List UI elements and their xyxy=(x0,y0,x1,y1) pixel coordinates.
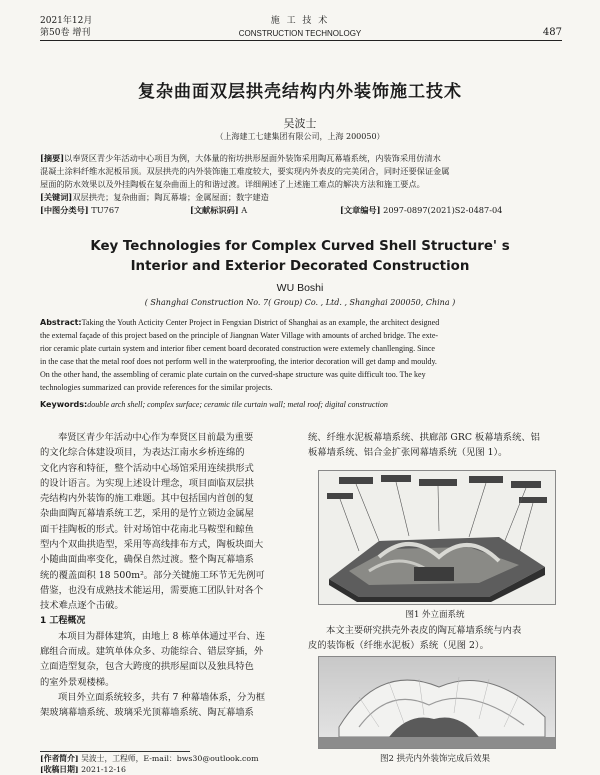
body-line: 壳结构内外装饰的施工难题。其中包括国内首创的复 xyxy=(40,493,254,505)
abstract-cn xyxy=(40,152,562,217)
body-line: 项目外立面系统较多，共有 7 种幕墙体系，分为框 xyxy=(58,692,266,704)
right-column-top xyxy=(308,430,562,461)
body-line: 架玻璃幕墙系统、玻璃采光顶幕墙系统、陶瓦幕墙系 xyxy=(40,707,254,719)
doc-value: A xyxy=(241,205,248,215)
abstract-cn-label: [摘要] xyxy=(40,153,65,163)
body-line: 廊组合而成。建筑单体众多、功能综合、错层穿插，外 xyxy=(40,646,264,658)
id-value: 2097-0897(2021)S2-0487-04 xyxy=(383,205,503,215)
header-rule xyxy=(40,40,562,41)
left-column xyxy=(40,430,292,721)
body-line: 奉贤区青少年活动中心作为奉贤区目前最为重要 xyxy=(58,432,254,443)
classification-row xyxy=(40,204,562,217)
footnote-author-text: 吴波士，工程师，E-mail：bws30@outlook.com xyxy=(81,754,259,763)
body-line: 板幕墙系统、铝合金扩张网幕墙系统（见图 1）。 xyxy=(308,447,508,459)
title-cn: 复杂曲面双层拱壳结构内外装饰施工技术 xyxy=(138,82,462,102)
keywords-en-label: Keywords: xyxy=(40,400,88,409)
abstract-en-label: Abstract: xyxy=(40,318,82,327)
body-line: 立面造型复杂，包含大跨度的拱形屋面以及独具特色 xyxy=(40,661,254,673)
body-line: 借鉴，也没有成熟技术能运用，需要施工团队针对各个 xyxy=(40,584,264,596)
title-en xyxy=(0,237,600,277)
affiliation-cn: （上海建工七建集团有限公司，上海 200050） xyxy=(215,132,385,141)
abstract-cn-line: 屋面的防水效果以及外挂陶板在复杂曲面上的和谐过渡。详细阐述了上述施工难点的解决方法和施工要点。 xyxy=(40,179,425,189)
figure-shell-photo xyxy=(318,656,556,749)
figure-1-caption: 图1 外立面系统 xyxy=(405,610,465,620)
body-line: 本文主要研究拱壳外表皮的陶瓦幕墙系统与内表 xyxy=(326,625,522,636)
header-journal-en: CONSTRUCTION TECHNOLOGY xyxy=(238,29,362,38)
keywords-cn: 双层拱壳；复杂曲面；陶瓦幕墙；金属屋面；数字建造 xyxy=(72,192,269,202)
abstract-cn-line: 混凝土涂料纤维水泥板吊顶。双层拱壳的内外装饰施工难度较大，要实现内外表皮的完美闭合，同时还要保证金属 xyxy=(40,166,450,176)
facade-diagram xyxy=(319,471,555,604)
abstract-en-line: On the other hand, the assembling of ceramic plate curtain on the curved-shape structure was quite difficult too. The key xyxy=(40,370,426,379)
section-heading: 1 工程概况 xyxy=(40,615,86,626)
header-volume: 第50卷 增刊 xyxy=(40,28,91,38)
clc-label: [中图分类号] xyxy=(40,205,89,215)
author-en: WU Boshi xyxy=(276,282,324,294)
footnote-author-label: [作者简介] xyxy=(40,754,79,763)
body-line: 文化内容和特征，整个活动中心场馆采用连续拱形式 xyxy=(40,462,254,474)
body-line: 技术难点逐个击破。 xyxy=(40,600,124,612)
page-number: 487 xyxy=(542,27,562,38)
abstract-en-line: rior ceramic plate curtain system and interior fiber cement board decorated construction were extemely chanllenging. Since xyxy=(40,344,435,353)
body-line: 的设计语言。为实现上述设计理念，项目面临双层拱 xyxy=(40,477,254,489)
header-date: 2021年12月 xyxy=(40,16,93,26)
body-line: 的文化综合体建设项目，为表达江南水乡桥连绵的 xyxy=(40,447,245,459)
keywords-en: double arch shell; complex surface; ceramic tile curtain wall; metal roof; digital construction xyxy=(87,400,388,409)
abstract-cn-line: 以奉贤区青少年活动中心项目为例，大体量的衔坊拱形屋面外装饰采用陶瓦幕墙系统，内装饰采用仿清水 xyxy=(64,153,441,163)
author-cn: 吴波士 xyxy=(283,117,317,130)
footnote xyxy=(40,753,310,775)
abstract-en xyxy=(40,316,562,411)
body-line: 杂曲面陶瓦幕墙系统工艺，采用的是竹立锁边金属屋 xyxy=(40,508,254,520)
body-line: 的室外景观楼梯。 xyxy=(40,676,115,688)
title-en-line: Interior and Exterior Decorated Construction xyxy=(130,259,470,274)
footnote-rule xyxy=(40,751,190,752)
figure-2-caption: 图2 拱壳内外装饰完成后效果 xyxy=(379,754,491,764)
abstract-en-line: Taking the Youth Acticity Center Project in Fengxian District of Shanghai as an example, the architect designed xyxy=(81,318,440,327)
figure-facade-system xyxy=(318,470,556,605)
clc-value: TU767 xyxy=(91,205,120,215)
abstract-en-line: technologies summarized can provide references for the similar projects. xyxy=(40,383,273,392)
id-label: [文章编号] xyxy=(340,205,381,215)
body-line: 统、纤维水泥板幕墙系统、拱廊部 GRC 板幕墙系统、铝 xyxy=(308,432,540,443)
body-line: 本项目为群体建筑，由地上 8 栋单体通过平台、连 xyxy=(58,630,266,642)
affiliation-en: ( Shanghai Construction No. 7( Group) Co. , Ltd. , Shanghai 200050, China ) xyxy=(144,298,456,307)
doc-label: [文献标识码] xyxy=(190,205,239,215)
body-line: 面干挂陶板的形式。针对场馆中花南北马鞍型和鲸鱼 xyxy=(40,523,254,535)
footnote-date-text: 2021-12-16 xyxy=(81,765,127,774)
title-en-line: Key Technologies for Complex Curved Shell Structure' s xyxy=(90,239,510,254)
body-line: 小随曲面曲率变化，确保自然过渡。整个陶瓦幕墙系 xyxy=(40,554,254,566)
header-journal-cn: 施 工 技 术 xyxy=(270,16,330,26)
abstract-en-line: in the case that the metal roof does not perform well in the waterproofing, the interior decoration will get damp and mouldy. xyxy=(40,357,437,366)
body-line: 皮的装饰板（纤维水泥板）系统（见图 2）。 xyxy=(308,640,489,652)
footnote-date-label: [收稿日期] xyxy=(40,765,79,774)
right-column-mid xyxy=(308,623,562,654)
abstract-en-line: the external façade of this project based on the principle of Jiangnan Water Village with amounts of arched bridge. The exte- xyxy=(40,331,439,340)
keywords-cn-label: [关键词] xyxy=(40,192,73,202)
shell-photo xyxy=(319,657,555,748)
body-line: 型内个双曲拱造型，采用等高线排布方式，陶板块面大 xyxy=(40,539,264,551)
body-line: 统的覆盖面积 18 500m²。部分关键施工环节无先例可 xyxy=(40,569,265,581)
